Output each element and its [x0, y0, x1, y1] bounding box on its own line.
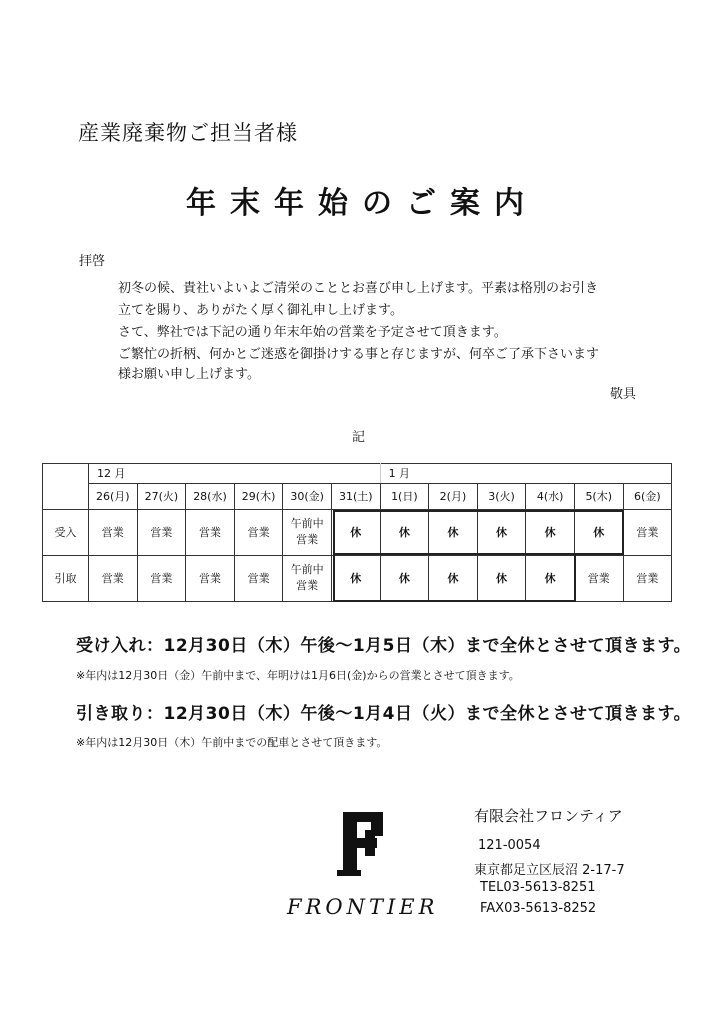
- company-address: 東京都足立区辰沼 2-17-7: [474, 863, 625, 878]
- status-morning-open: [283, 555, 332, 601]
- status-closed: 休: [526, 555, 575, 601]
- pickup-row: [43, 555, 672, 601]
- status-open: 営業: [623, 555, 672, 601]
- body-line-5: 様お願い申し上げます。: [118, 367, 260, 382]
- body-line-2: 立てを賜り、ありがたく厚く御礼申し上げます。: [118, 303, 403, 318]
- corner-cell: [43, 464, 89, 510]
- status-closed: 休: [331, 555, 380, 601]
- status-open: 営業: [234, 509, 283, 555]
- day-header: 6(金): [623, 483, 672, 509]
- salutation: 拝啓: [79, 254, 106, 269]
- company-postal: 121-0054: [478, 838, 541, 853]
- closing-remark: 敬具: [610, 387, 637, 402]
- status-open: 営業: [623, 509, 672, 555]
- day-header: 31(土): [331, 483, 380, 509]
- status-open: 営業: [89, 509, 138, 555]
- status-closed: 休: [429, 509, 478, 555]
- day-header: 4(水): [526, 483, 575, 509]
- day-header: 1(日): [380, 483, 429, 509]
- morning-line-2: 営業: [296, 579, 319, 593]
- month-december: 12 月: [89, 464, 381, 484]
- status-closed: 休: [380, 555, 429, 601]
- morning-line-1: 午前中: [290, 563, 324, 577]
- day-header: 2(月): [429, 483, 478, 509]
- status-closed: 休: [574, 509, 623, 555]
- day-header: 3(火): [477, 483, 526, 509]
- status-closed: 休: [380, 509, 429, 555]
- day-header: 27(火): [137, 483, 186, 509]
- company-tel: TEL03-5613-8251: [480, 880, 596, 895]
- status-open: 営業: [137, 509, 186, 555]
- body-line-1: 初冬の候、貴社いよいよご清栄のこととお喜び申し上げます。平素は格別のお引き: [118, 281, 598, 296]
- status-closed: 休: [477, 509, 526, 555]
- logo-wordmark: FRONTIER: [287, 895, 439, 919]
- month-row: [43, 464, 672, 484]
- status-closed: 休: [477, 555, 526, 601]
- status-open: 営業: [89, 555, 138, 601]
- morning-line-2: 営業: [296, 533, 319, 547]
- accept-subnote: ※年内は12月30日（金）午前中まで、年明けは1月6日(金)からの営業とさせて頂きます。: [76, 669, 520, 682]
- company-name: 有限会社フロンティア: [474, 807, 623, 825]
- day-header: 30(金): [283, 483, 332, 509]
- status-open: 営業: [574, 555, 623, 601]
- accept-row: [43, 509, 672, 555]
- frontier-logo: [285, 810, 455, 920]
- company-fax: FAX03-5613-8252: [480, 901, 597, 916]
- document-title: 年末年始のご案内: [186, 186, 538, 221]
- schedule-table: [42, 463, 672, 602]
- row-label-pickup: 引取: [43, 555, 89, 601]
- day-header: 29(木): [234, 483, 283, 509]
- pickup-note: 引き取り：12月30日（木）午後～1月4日（火）まで全休とさせて頂きます。: [76, 704, 692, 724]
- accept-note: 受け入れ：12月30日（木）午後～1月5日（木）まで全休とさせて頂きます。: [76, 636, 692, 656]
- ki-mark: 記: [352, 430, 366, 445]
- status-open: 営業: [234, 555, 283, 601]
- status-closed: 休: [526, 509, 575, 555]
- day-row: [43, 483, 672, 509]
- status-closed: 休: [331, 509, 380, 555]
- row-label-accept: 受入: [43, 509, 89, 555]
- status-open: 営業: [186, 555, 235, 601]
- body-line-3: さて、弊社では下記の通り年末年始の営業を予定させて頂きます。: [118, 325, 507, 340]
- status-morning-open: [283, 509, 332, 555]
- day-header: 26(月): [89, 483, 138, 509]
- status-open: 営業: [186, 509, 235, 555]
- day-header: 5(木): [574, 483, 623, 509]
- recipient-heading: 産業廃棄物ご担当者様: [78, 121, 298, 145]
- status-closed: 休: [429, 555, 478, 601]
- body-line-4: ご繁忙の折柄、何かとご迷惑を御掛けする事と存じますが、何卒ご了承下さいます: [118, 347, 600, 362]
- status-open: 営業: [137, 555, 186, 601]
- pickup-subnote: ※年内は12月30日（木）午前中までの配車とさせて頂きます。: [76, 736, 388, 749]
- day-header: 28(水): [186, 483, 235, 509]
- morning-line-1: 午前中: [290, 517, 324, 531]
- month-january: 1 月: [380, 464, 672, 484]
